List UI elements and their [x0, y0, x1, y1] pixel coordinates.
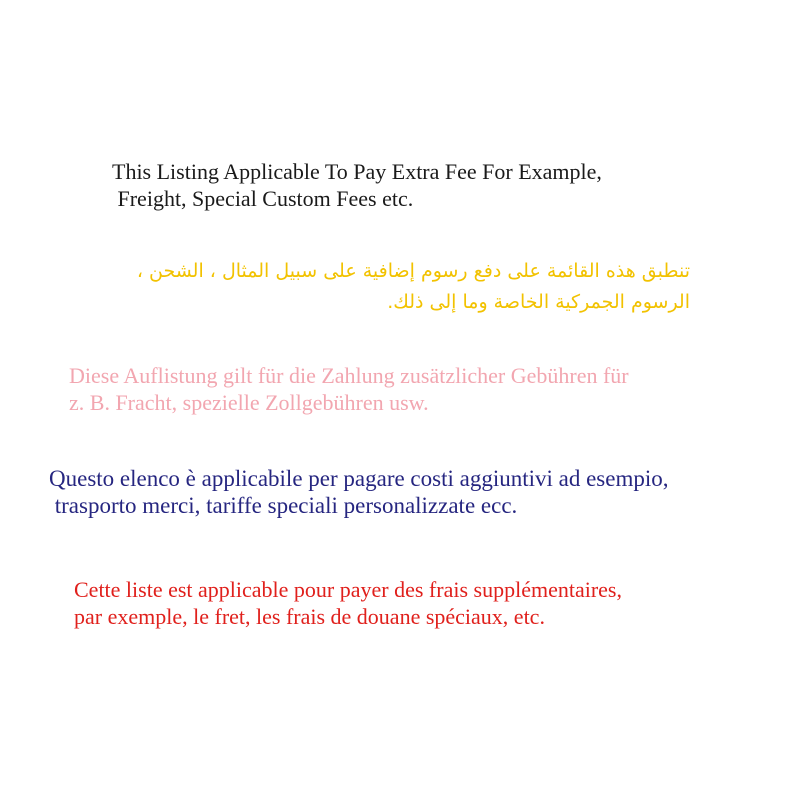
arabic-notice-line-2: الرسوم الجمركية الخاصة وما إلى ذلك. — [387, 291, 690, 313]
french-notice-line-2: par exemple, le fret, les frais de douane spéciaux, etc. — [74, 604, 545, 629]
german-notice-line-2: z. B. Fracht, spezielle Zollgebühren usw. — [69, 390, 429, 415]
italian-notice — [49, 465, 669, 519]
english-notice-line-1: This Listing Applicable To Pay Extra Fee For Example, — [112, 159, 602, 184]
arabic-notice — [110, 256, 690, 318]
german-notice-line-1: Diese Auflistung gilt für die Zahlung zusätzlicher Gebühren für — [69, 363, 629, 388]
english-notice-line-2: Freight, Special Custom Fees etc. — [112, 186, 414, 211]
french-notice-line-1: Cette liste est applicable pour payer des frais supplémentaires, — [74, 577, 622, 602]
german-notice — [69, 362, 629, 416]
french-notice — [74, 576, 622, 630]
italian-notice-line-1: Questo elenco è applicabile per pagare costi aggiuntivi ad esempio, — [49, 466, 669, 491]
arabic-notice-line-1: تنطبق هذه القائمة على دفع رسوم إضافية على سبيل المثال ، الشحن ، — [136, 260, 690, 282]
english-notice — [112, 158, 602, 212]
italian-notice-line-2: trasporto merci, tariffe speciali personalizzate ecc. — [49, 493, 518, 518]
